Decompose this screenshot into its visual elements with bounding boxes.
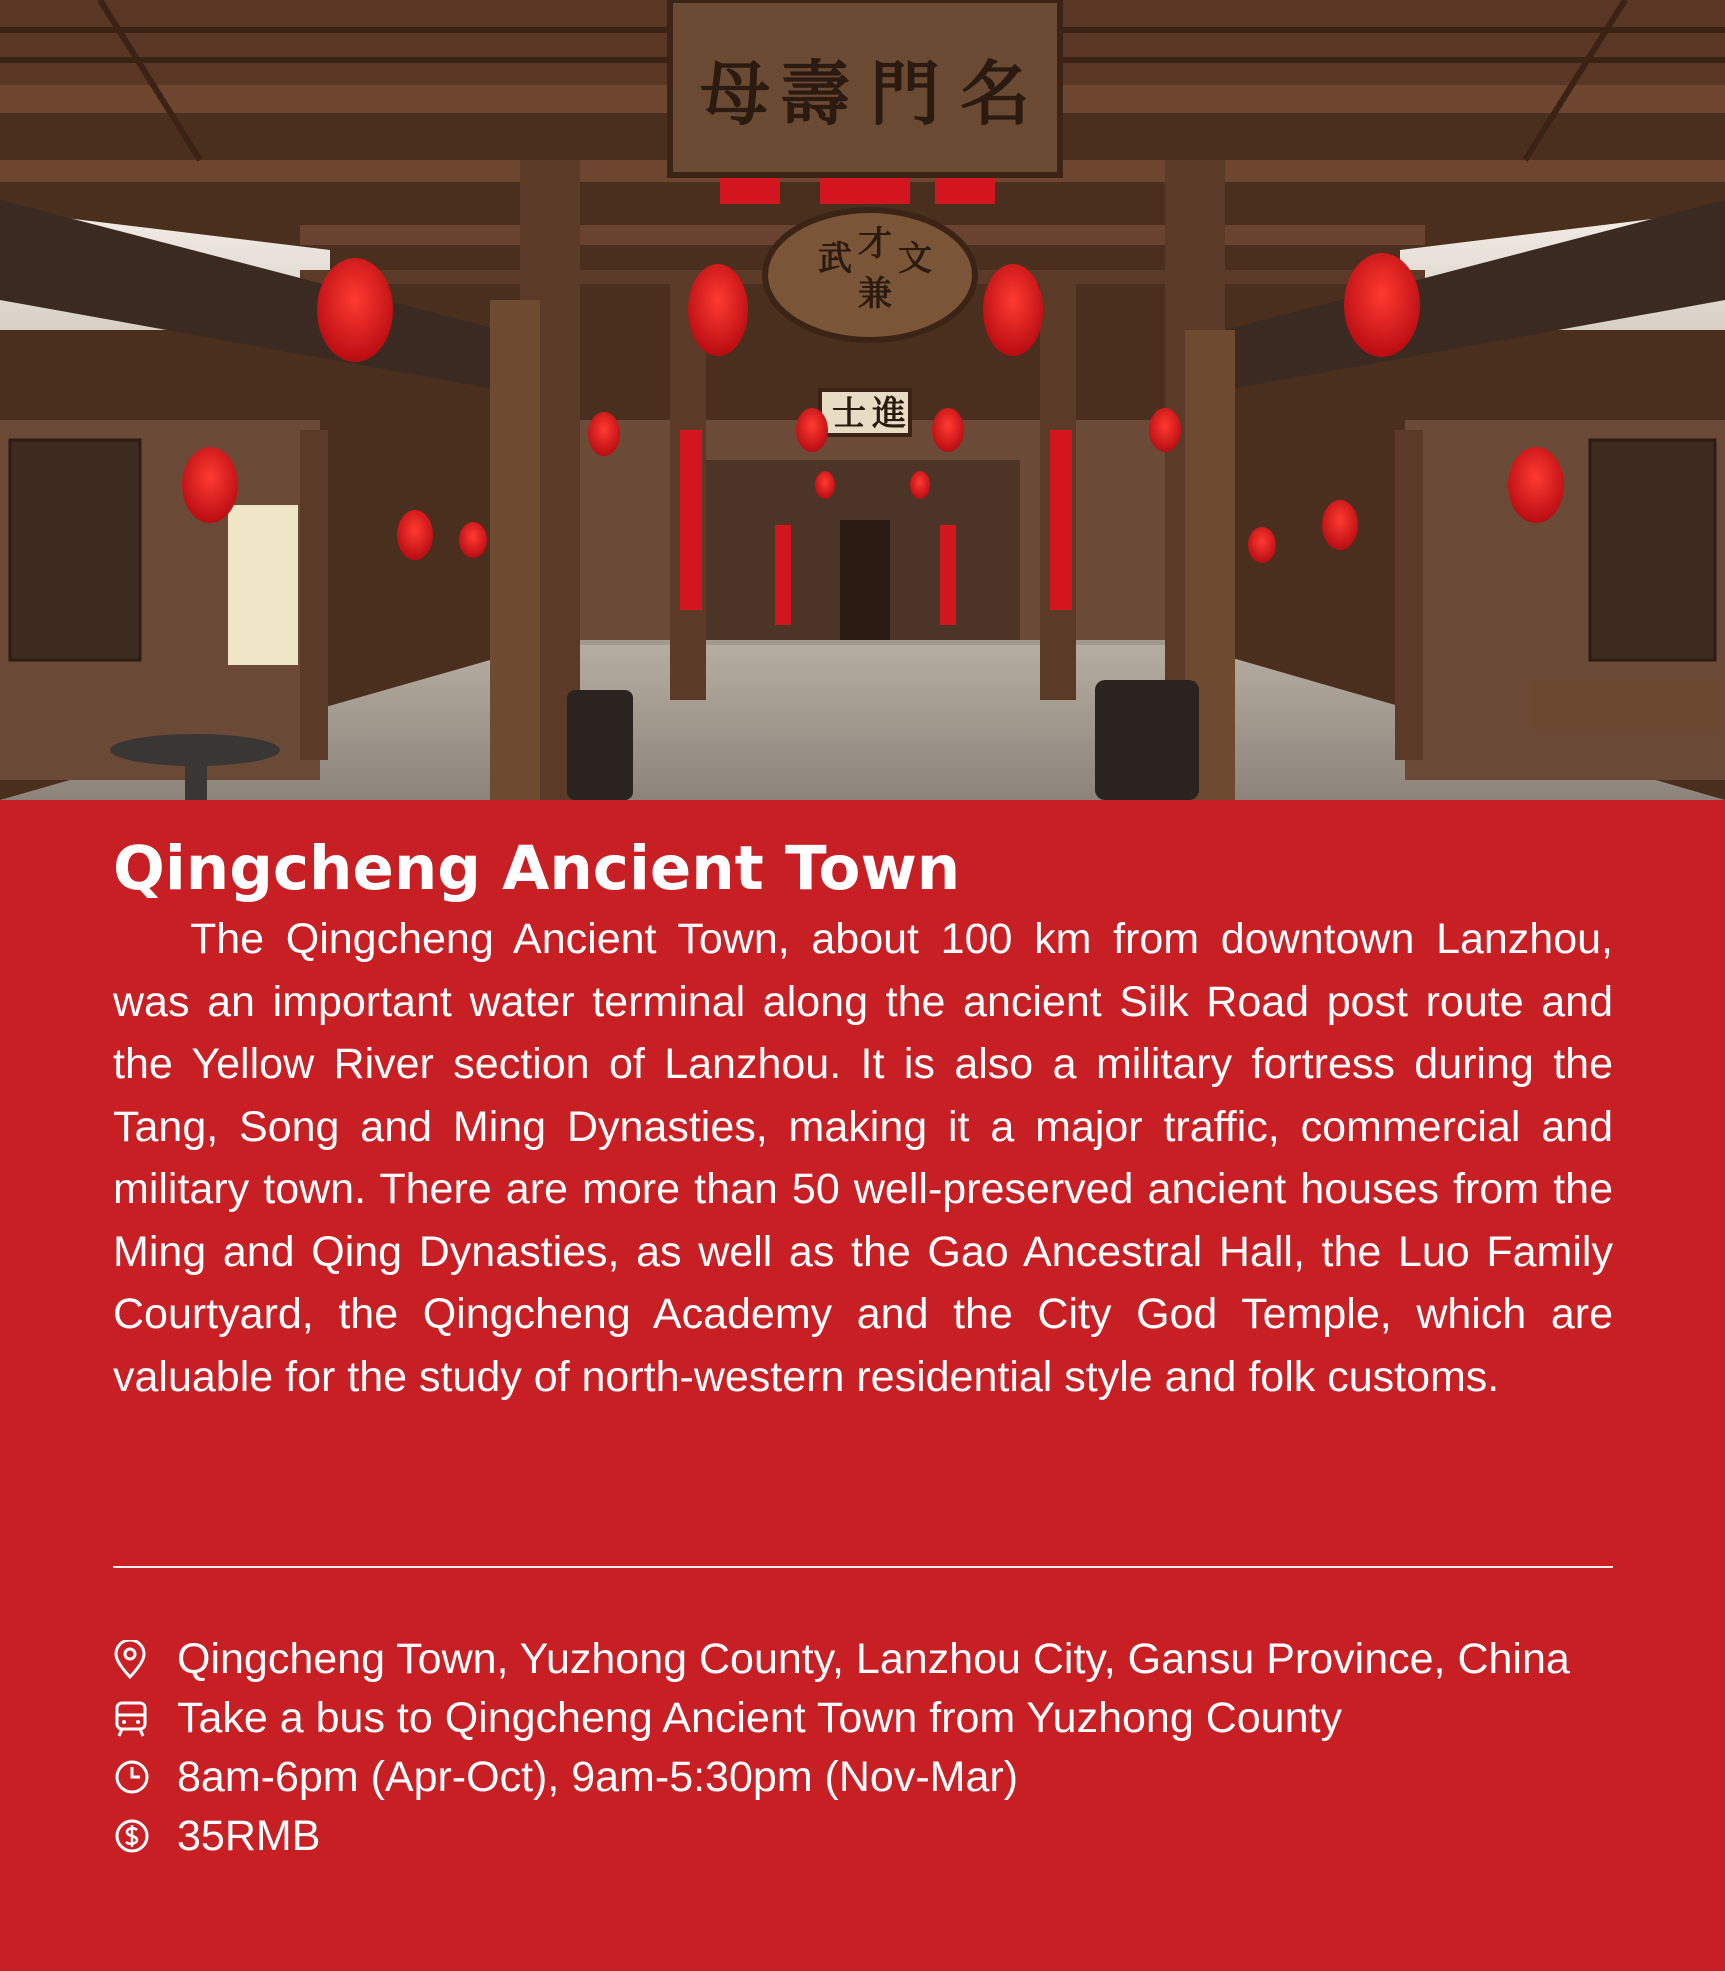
bus-icon (113, 1689, 177, 1744)
article-body (113, 835, 1613, 1408)
svg-text:才: 才 (858, 224, 892, 264)
hero-photo (0, 0, 1725, 800)
info-item-hours (113, 1748, 1613, 1806)
svg-text:武: 武 (818, 239, 852, 279)
clock-icon (113, 1748, 177, 1801)
svg-text:進: 進 (872, 394, 906, 434)
info-transport-text: Take a bus to Qingcheng Ancient Town from Yuzhong County (177, 1694, 1342, 1742)
svg-text:兼: 兼 (858, 274, 892, 314)
info-hours-text: 8am-6pm (Apr-Oct), 9am-5:30pm (Nov-Mar) (177, 1753, 1019, 1801)
section-divider (113, 1566, 1613, 1568)
page-title: Qingcheng Ancient Town (113, 833, 961, 904)
courtyard-illustration (0, 0, 1725, 800)
svg-text:名: 名 (960, 52, 1030, 135)
svg-text:門: 門 (870, 52, 940, 135)
svg-text:壽: 壽 (780, 52, 850, 135)
svg-text:士: 士 (832, 394, 866, 434)
description-paragraph: The Qingcheng Ancient Town, about 100 km from downtown Lanzhou, was an important water terminal along the ancient Silk Road post route and the Yellow River section of Lanzhou. It is also a military fortress during the Tang, Song and Ming Dynasties, making it a major traffic, commercial and military town. There are more than 50 well-preserved ancient houses from the Ming and Qing Dynasties, as well as the Gao Ancestral Hall, the Luo Family Courtyard, the Qingcheng Academy and the City God Temple, which are valuable for the study of north-western residential style and folk customs. (113, 915, 1613, 1401)
svg-text:文: 文 (898, 239, 932, 279)
info-item-price (113, 1807, 1613, 1865)
dollar-icon (113, 1807, 177, 1860)
info-item-location (113, 1630, 1613, 1688)
location-pin-icon (113, 1630, 177, 1685)
info-location-text: Qingcheng Town, Yuzhong County, Lanzhou City, Gansu Province, China (177, 1635, 1570, 1683)
svg-text:母: 母 (700, 52, 770, 135)
info-price-text: 35RMB (177, 1812, 321, 1860)
info-item-transport (113, 1689, 1613, 1747)
info-list (113, 1630, 1613, 1866)
